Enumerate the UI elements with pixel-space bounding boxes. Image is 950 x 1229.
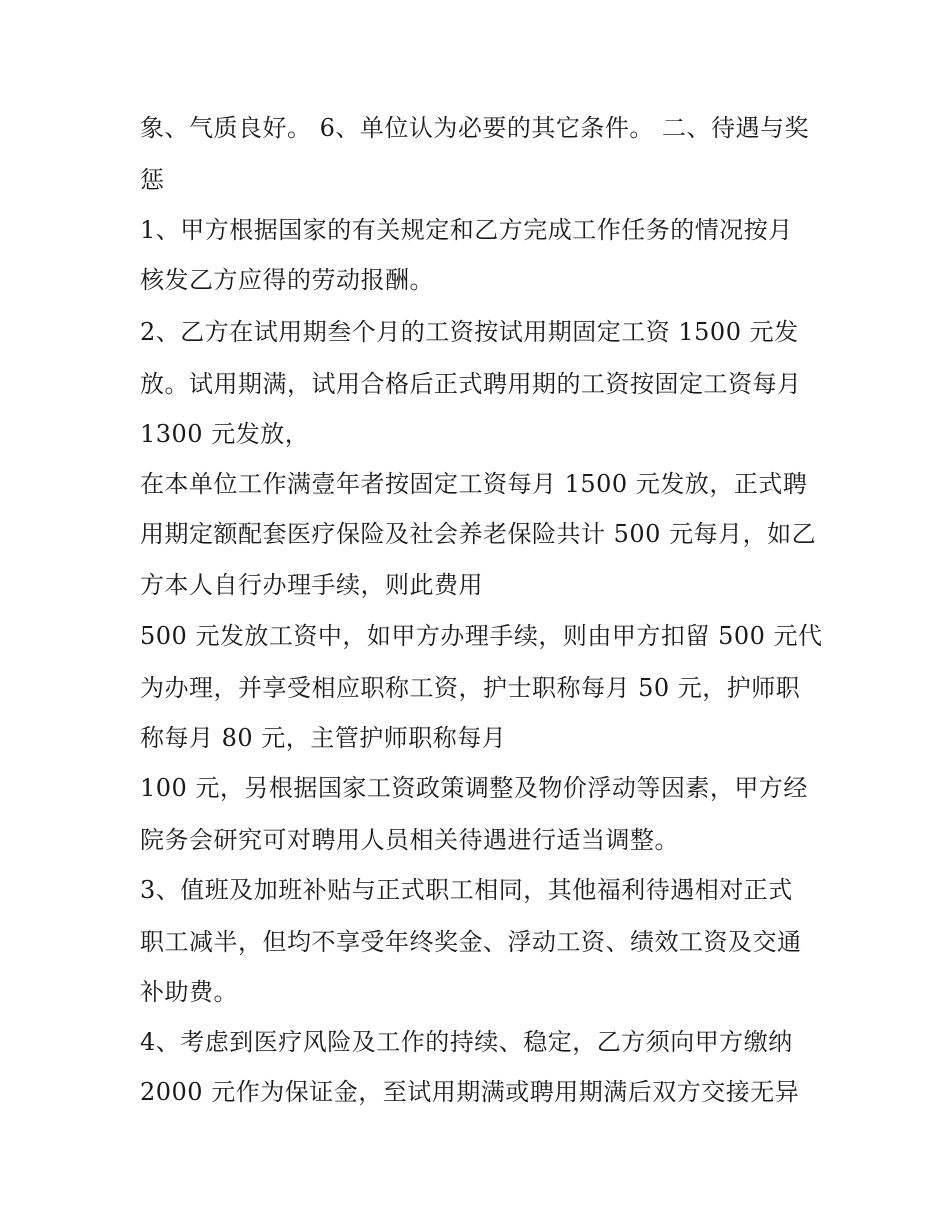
text-line: 补助费。	[140, 978, 238, 1006]
text-line: 放。试用期满，试用合格后正式聘用期的工资按固定工资每月	[140, 370, 802, 398]
text-line: 500 元发放工资中，如甲方办理手续，则由甲方扣留 500 元代	[140, 622, 823, 650]
text-line: 在本单位工作满壹年者按固定工资每月 1500 元发放，正式聘	[140, 470, 808, 498]
text-line: 院务会研究可对聘用人员相关待遇进行适当调整。	[140, 826, 679, 854]
text-line: 1300 元发放，	[140, 420, 310, 448]
text-line: 4、考虑到医疗风险及工作的持续、稳定，乙方须向甲方缴纳	[140, 1028, 793, 1056]
text-line: 用期定额配套医疗保险及社会养老保险共计 500 元每月，如乙	[140, 520, 817, 548]
text-line: 100 元，另根据国家工资政策调整及物价浮动等因素，甲方经	[140, 774, 808, 802]
text-line: 为办理，并享受相应职称工资，护士职称每月 50 元，护师职	[140, 674, 801, 702]
text-line: 1、甲方根据国家的有关规定和乙方完成工作任务的情况按月	[140, 216, 793, 244]
text-line: 3、值班及加班补贴与正式职工相同，其他福利待遇相对正式	[140, 876, 793, 904]
text-line: 方本人自行办理手续，则此费用	[140, 571, 483, 599]
text-line: 职工减半，但均不享受年终奖金、浮动工资、绩效工资及交通	[140, 928, 802, 956]
text-line: 惩	[140, 166, 165, 194]
text-line: 2、乙方在试用期叁个月的工资按试用期固定工资 1500 元发	[140, 318, 799, 346]
text-line: 核发乙方应得的劳动报酬。	[140, 266, 434, 294]
text-line: 象、气质良好。 6、单位认为必要的其它条件。 二、待遇与奖	[140, 114, 810, 142]
text-line: 2000 元作为保证金，至试用期满或聘用期满后双方交接无异	[140, 1078, 800, 1106]
text-line: 称每月 80 元，主管护师职称每月	[140, 724, 507, 752]
